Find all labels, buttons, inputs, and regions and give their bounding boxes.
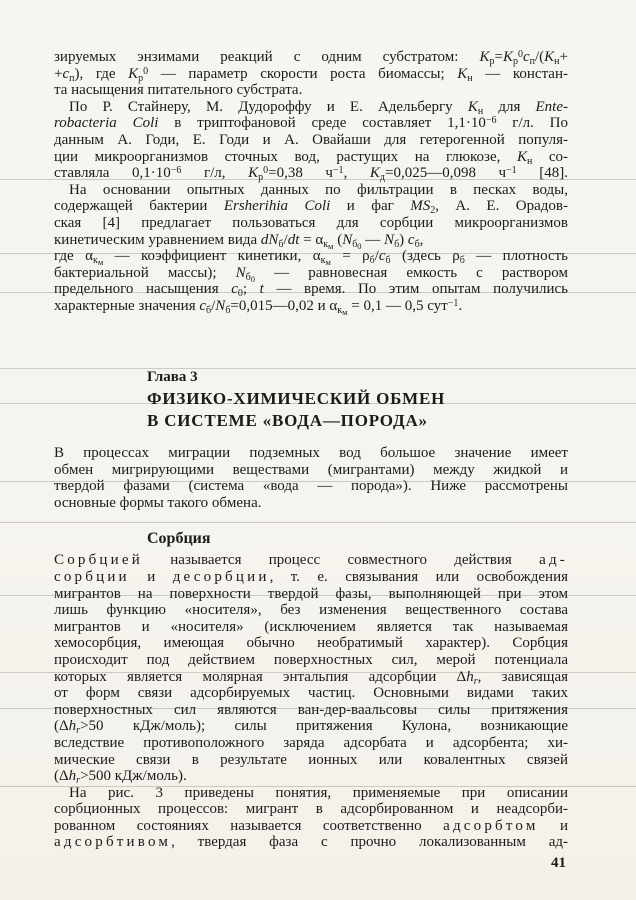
text-line: зируемых энзимами реакций с одним субстратом: $K_р=K_р^0c_п/(K_н+$	[54, 49, 568, 67]
text-column	[54, 49, 568, 851]
text-line: данным А. Годи, Е. Годи и А. Овайаши для гетерогенной популя-	[54, 131, 568, 148]
text-line: бактериальной массы); $N_{б0}$ — равновесная емкость с раствором	[54, 264, 568, 284]
text-line: поверхностных сил являются ван-дер-ваальсовы силы притяжения	[54, 701, 568, 718]
section-heading-sorption: Сорбция	[147, 530, 211, 548]
text-line: $+c_п$), где $K_р^0$ — параметр скорости роста биомассы; $K_н$ — констан-	[54, 65, 568, 84]
text-line: По Р. Стайнеру, М. Дудороффу и Е. Адельбергу $K_н$ для Ente-	[69, 98, 568, 117]
paragraph-filtration-experiments	[54, 182, 568, 315]
text-line: вследствие противоположного заряда адсорбата и адсорбента; хи-	[54, 734, 568, 751]
text-line: основные формы такого обмена.	[54, 494, 262, 511]
chapter-title-line2: В СИСТЕМЕ «ВОДА—ПОРОДА»	[147, 410, 428, 430]
text-line: На рис. 3 приведены понятия, применяемые при описании	[69, 784, 568, 801]
text-line: ($\Delta h_r>50$ кДж/моль); силы притяжения Кулона, возникающие	[54, 718, 568, 737]
text-line: обмен мигрирующими веществами (мигрантами) между жидкой и	[54, 461, 568, 478]
paragraph-sorption-definition	[54, 552, 569, 787]
chapter-title-line1: ФИЗИКО-ХИМИЧЕСКИЙ ОБМЕН	[147, 389, 446, 408]
text-line: характерные значения $c_б/N_б=0,015—0,02$ и $\alpha_{км} = 0,1$ — 0,5 сут$^{-1}$.	[54, 297, 463, 317]
text-line: сорбции и десорбции, т. е. связывания или освобождения	[54, 568, 568, 585]
chapter-heading	[147, 367, 568, 432]
text-line: мигрантов на поверхности твердой фазы, выполняющей при этом	[54, 585, 568, 602]
text-line: лишь функцию «носителя», без изменения вещественного состава	[54, 602, 568, 619]
text-line: твердой фазами (система «вода — порода»). Ниже рассмотрены	[54, 478, 568, 495]
text-line: которых является молярная энтальпия адсорбции $\Delta h_r$, зависящая	[54, 668, 569, 687]
text-line: содержащей бактерии Ersherihia Coli и фаг $MS_2$, А. Е. Орадов-	[54, 198, 568, 217]
paragraph-enzyme-kinetics	[54, 49, 568, 99]
text-line: кинетическим уравнением вида $dN_б/dt = \alpha_{км}$ ($N_{б0}$ — $N_б$) $c_б$,	[54, 231, 424, 251]
text-line: ская [4] предлагает пользоваться для сорбции микроорганизмов	[54, 214, 568, 231]
text-line: ($\Delta h_r>500$ кДж/моль).	[54, 768, 187, 787]
paragraph-chapter-intro	[54, 445, 568, 511]
text-line: происходит под действием поверхностных сил, мерой потенциала	[54, 651, 568, 668]
text-line: ции микроорганизмов сточных вод, растущих на глюкозе, $K_н$ со-	[54, 148, 569, 167]
chapter-kicker: Глава 3	[147, 368, 198, 385]
text-line: рованном состояниях называется соответственно адсорбтом и	[54, 817, 568, 834]
text-line: robacteria Coli в триптофановой среде составляет $1,1\cdot 10^{-6}$ г/л. По	[54, 115, 568, 132]
text-line: В процессах миграции подземных вод большое значение имеет	[54, 445, 568, 461]
text-line: сорбционных процессов: мигрант в адсорбированном и неадсорби-	[54, 801, 568, 818]
text-line: ставляла $0,1\cdot 10^{-6}$ г/л, $K_р^0=0,38$ $ч^{-1}$, $K_д=0,025—0,098$ $ч^{-1}$ [48].	[54, 165, 568, 184]
text-line: та насыщения питательного субстрата.	[54, 82, 303, 99]
text-line: предельного насыщения $c_0$; t — время. По этим опытам получились	[54, 281, 568, 300]
text-line: мигрантов и «носителя» (исключением является так называемая	[54, 618, 568, 635]
text-line: На основании опытных данных по фильтрации в песках воды,	[69, 181, 568, 198]
text-line: от форм связи адсорбируемых частиц. Основными видами таких	[54, 685, 568, 702]
text-line: Сорбцией называется процесс совместного действия ад-	[54, 552, 568, 569]
text-line: адсорбтивом, твердая фаза с прочно локализованным ад-	[54, 834, 568, 851]
paragraph-saturation-constants	[54, 99, 568, 182]
text-line: мические связи в результате ионных или ковалентных связей	[54, 751, 568, 768]
text-line: где $\alpha_{км}$ — коэффициент кинетики, $\alpha_{км} = \rho_б/c_б$ (здесь $\rho_б$ — плотность	[54, 248, 568, 268]
text-line: хемосорбция, имеющая обычно необратимый характер). Сорбция	[54, 635, 568, 652]
page-number: 41	[551, 855, 566, 871]
paragraph-figure3-terms	[54, 785, 568, 851]
